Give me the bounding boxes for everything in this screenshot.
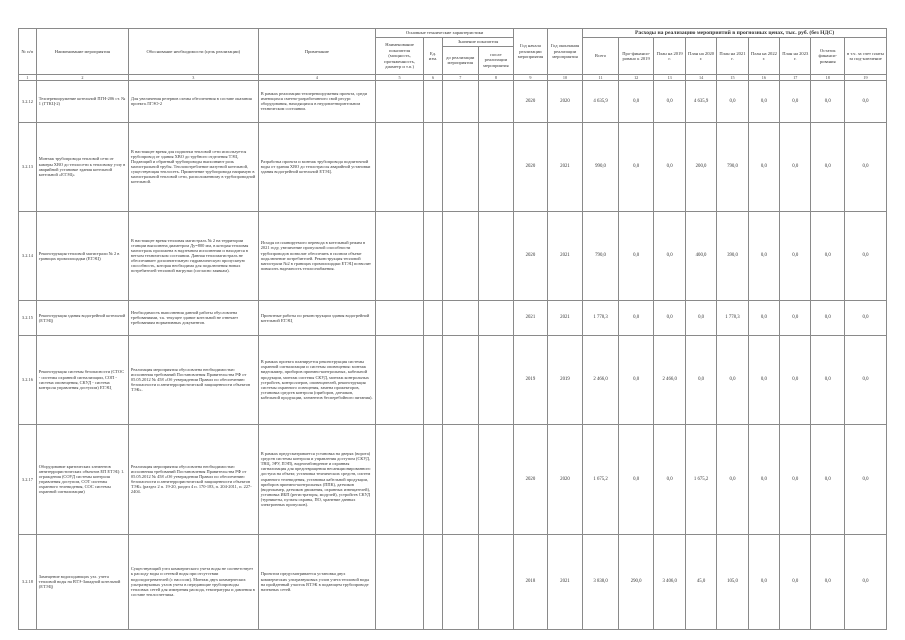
cost-connection-fee: 0,0: [844, 335, 886, 424]
note-text: В рамках реализации техперевооружения проекта, среди имеющихся сметно-разработанного свой ресурс оборудования, находящихся в неудовлетворительном техническом состоянии.: [258, 80, 375, 122]
cost-remaining: 0,0: [811, 424, 845, 534]
justification-text: Существующий узел коммерческого учета воды не соответствует к расходу воды и сетевой воды при отсутствии водоподогревателей (с насосом). Монтаж двух коммерческих ультразвуковых узлов учета в передающие трубопроводы тепловых сетей для измерения расхода, температуры и давления в составе теплосчетчика.: [128, 534, 258, 629]
cost-connection-fee: 0,0: [844, 122, 886, 211]
measure-name: Монтаж трубопровода тепловой сети от камеры ХВО до теплосети к тепловому узлу в аварийной установке здания котельной котельной «ЕТЭЦ»: [36, 122, 128, 211]
col-number: 5: [375, 74, 423, 80]
cost-remaining: 0,0: [811, 300, 845, 335]
cost-remaining: 0,0: [811, 122, 845, 211]
cost-2019: 0,0: [654, 80, 685, 122]
cost-2022: 0,0: [748, 211, 779, 300]
col-header-costs-group: Расходы на реализацию мероприятий в прогнозных ценах, тыс. руб. (без НДС): [583, 29, 887, 38]
table-row: [19, 424, 887, 534]
col-header-prefinanced: Про-финанси-ровано к 2019: [618, 38, 654, 74]
cost-total: 4 635,9: [583, 80, 619, 122]
tech-before-cell: [442, 80, 478, 122]
col-header-tech-after: после реализации мероприятия: [478, 46, 514, 74]
col-header-note: Примечание: [258, 29, 375, 75]
cost-2023: 0,0: [780, 80, 811, 122]
row-number: 3.2.18: [19, 534, 37, 629]
col-number: 8: [478, 74, 514, 80]
col-number: 13: [654, 74, 685, 80]
year-start: 2020: [514, 80, 548, 122]
col-header-total: Всего: [583, 38, 619, 74]
cost-2022: 0,0: [748, 300, 779, 335]
col-number: 7: [442, 74, 478, 80]
cost-2022: 0,0: [748, 335, 779, 424]
cost-2022: 0,0: [748, 424, 779, 534]
col-header-tech-group: Основные технические характеристики: [375, 29, 513, 38]
measure-name: Замещение водоподающих узл. учета тепловой воды на ВТЭ-Западной котельной (ЕТЭЦ): [36, 534, 128, 629]
tech-unit-cell: [424, 300, 443, 335]
tech-name-cell: [375, 122, 423, 211]
tech-name-cell: [375, 80, 423, 122]
cost-2020: 4 635,9: [685, 80, 716, 122]
cost-connection-fee: 0,0: [844, 80, 886, 122]
col-header-tech-before: до реализации мероприятия: [442, 46, 478, 74]
note-text: В рамках проекта планируется реконструкция системы охранной сигнализации и системы оповещения: монтаж видеокамер, приборов приемно-контрольных, кабельной продукции, монтаж системы СКУД, монтаж контрольных устройств, контроллеров, оповещателей, реконструкция системы охранного освещения, замена прожекторов, установка средств контроля (приборов, датчиков, кабельной продукции, элементов бесперебойного питания).: [258, 335, 375, 424]
col-number: 14: [685, 74, 716, 80]
cost-2019: 0,0: [654, 211, 685, 300]
tech-before-cell: [442, 211, 478, 300]
year-start: 2019: [514, 335, 548, 424]
measures-body: [19, 80, 887, 629]
measure-name: Реконструкция системы безопасности (СТОС - системы охранной сигнализации, СОП - система оповещения, СКУД - система контроля управления доступом) ЕТЭЦ: [36, 335, 128, 424]
cost-total: 3 838,0: [583, 534, 619, 629]
cost-2021: 105,0: [717, 534, 748, 629]
cost-2019: 0,0: [654, 122, 685, 211]
col-number: 15: [717, 74, 748, 80]
cost-total: 1 778,3: [583, 300, 619, 335]
col-header-plan-2021: План на 2021 г.: [717, 38, 748, 74]
col-header-year-end: Год окончания реализации мероприятия: [547, 29, 583, 75]
tech-before-cell: [442, 534, 478, 629]
col-header-name: Наименование мероприятия: [36, 29, 128, 75]
tech-unit-cell: [424, 122, 443, 211]
col-number: 9: [514, 74, 548, 80]
cost-2020: 200,0: [685, 122, 716, 211]
note-text: Разработка проекта и монтаж трубопровода подпиточной воды от здания ХВО до теплотрассы аварийной установки здания водогрейной котельной ЕТЭЦ.: [258, 122, 375, 211]
justification-text: Для увеличения резервов схемы обеспечения в составе оказания проекта ЛГЭО-2: [128, 80, 258, 122]
col-number: 10: [547, 74, 583, 80]
row-number: 3.2.14: [19, 211, 37, 300]
tech-after-cell: [478, 335, 514, 424]
cost-prefinanced: 0,0: [618, 122, 654, 211]
justification-text: Необходимость выполнения данной работы обусловлена требованиями, т.к. текущее здание котельной не отвечает требованиям нормативных документов.: [128, 300, 258, 335]
cost-connection-fee: 0,0: [844, 424, 886, 534]
measure-name: Реконструкция тепловой магистрали № 2 в границах промплощадки (ЕТЭЦ): [36, 211, 128, 300]
tech-after-cell: [478, 424, 514, 534]
cost-2019: 0,0: [654, 300, 685, 335]
col-header-tech-unit: Ед. изм.: [424, 38, 443, 74]
tech-before-cell: [442, 424, 478, 534]
cost-2021: 0,0: [717, 424, 748, 534]
col-number: 18: [811, 74, 845, 80]
measures-table: [18, 28, 887, 630]
year-start: 2020: [514, 424, 548, 534]
justification-text: В настоящее время тепловая магистраль № 2 на территории станции выполнена диаметром Ду=800 мм, в которая тепловая магистраль проложена в надземном исполнении и находится в ветхом техническом состоянии. Данная тепломагистраль не обеспечивает дополнительную гидравлическую пропускную способность, которая необходима для подключения новых потребителей тепловой нагрузки (согласно заявкам).: [128, 211, 258, 300]
cost-total: 790,0: [583, 211, 619, 300]
cost-remaining: 0,0: [811, 335, 845, 424]
year-end: 2021: [547, 211, 583, 300]
tech-after-cell: [478, 122, 514, 211]
note-text: Проектом предусматривается установка двух коммерческих ультразвуковых узлов учета тепловой воды на пройденный участок ВТЭК в подающем трубопроводе наземных сетей.: [258, 534, 375, 629]
cost-2020: 400,0: [685, 211, 716, 300]
cost-2023: 0,0: [780, 534, 811, 629]
measure-name: Реконструкция здания водогрейной котельной (ЕТЭЦ): [36, 300, 128, 335]
col-number: 4: [258, 74, 375, 80]
cost-prefinanced: 0,0: [618, 80, 654, 122]
col-number: 16: [748, 74, 779, 80]
cost-2023: 0,0: [780, 300, 811, 335]
table-row: [19, 335, 887, 424]
year-start: 2020: [514, 211, 548, 300]
cost-prefinanced: 0,0: [618, 335, 654, 424]
col-header-plan-2023: План на 2023 г.: [780, 38, 811, 74]
table-row: [19, 211, 887, 300]
cost-remaining: 0,0: [811, 80, 845, 122]
cost-2022: 0,0: [748, 534, 779, 629]
row-number: 3.2.13: [19, 122, 37, 211]
cost-prefinanced: 0,0: [618, 211, 654, 300]
col-header-remaining: Остаток финанси-рования: [811, 38, 845, 74]
cost-2021: 790,0: [717, 122, 748, 211]
col-number: 3: [128, 74, 258, 80]
cost-prefinanced: 0,0: [618, 424, 654, 534]
row-number: 3.2.12: [19, 80, 37, 122]
cost-remaining: 0,0: [811, 211, 845, 300]
col-header-tech-name: Наименование показателя (мощность, протяженность, диаметр и т.п.): [375, 38, 423, 74]
tech-before-cell: [442, 122, 478, 211]
year-end: 2019: [547, 335, 583, 424]
col-header-plan-2020: План на 2020 г.: [685, 38, 716, 74]
measure-name: Оборудование критических элементов антитеррористических объектов ЕП ЕТЭЦ: 1. ограждения (СОУД системы контроля управления доступом, СОТ системы охранного телевидения, СОС системы охранной сигнализации): [36, 424, 128, 534]
cost-2023: 0,0: [780, 424, 811, 534]
cost-2021: 1 778,3: [717, 300, 748, 335]
year-start: 2020: [514, 122, 548, 211]
col-number: 19: [844, 74, 886, 80]
cost-total: 990,0: [583, 122, 619, 211]
col-header-no: № п/п: [19, 29, 37, 75]
tech-unit-cell: [424, 80, 443, 122]
cost-2020: 1 675,2: [685, 424, 716, 534]
justification-text: Реализация мероприятия обусловлена необходимостью исполнения требований Постановления Правительства РФ от 05.05.2012 № 458 «Об утверждении Правил по обеспечению безопасности и антитеррористической защищенности объектов ТЭК».: [128, 335, 258, 424]
tech-after-cell: [478, 80, 514, 122]
tech-name-cell: [375, 300, 423, 335]
row-number: 3.2.15: [19, 300, 37, 335]
table-row: [19, 80, 887, 122]
measure-name: Техперевооружение котельной ПГН-206 ст. № 1 (ГТКЦ-2): [36, 80, 128, 122]
cost-connection-fee: 0,0: [844, 300, 886, 335]
table-row: [19, 534, 887, 629]
col-number: 6: [424, 74, 443, 80]
tech-after-cell: [478, 211, 514, 300]
cost-2023: 0,0: [780, 211, 811, 300]
col-header-plan-2022: План на 2022 г.: [748, 38, 779, 74]
year-end: 2021: [547, 534, 583, 629]
tech-name-cell: [375, 424, 423, 534]
col-number: 1: [19, 74, 37, 80]
col-number: 2: [36, 74, 128, 80]
cost-2021: 0,0: [717, 80, 748, 122]
tech-unit-cell: [424, 211, 443, 300]
cost-2019: 0,0: [654, 424, 685, 534]
row-number: 3.2.16: [19, 335, 37, 424]
tech-after-cell: [478, 300, 514, 335]
cost-prefinanced: 290,0: [618, 534, 654, 629]
cost-2019: 2 466,0: [654, 335, 685, 424]
year-end: 2020: [547, 80, 583, 122]
col-number: 17: [780, 74, 811, 80]
col-header-tech-values: Значение показателя: [442, 38, 513, 46]
cost-2023: 0,0: [780, 335, 811, 424]
year-end: 2020: [547, 424, 583, 534]
cost-2020: 0,0: [685, 335, 716, 424]
year-end: 2021: [547, 300, 583, 335]
cost-2022: 0,0: [748, 80, 779, 122]
cost-remaining: 0,0: [811, 534, 845, 629]
row-number: 3.2.17: [19, 424, 37, 534]
investment-program-table-sheet: [18, 28, 887, 630]
cost-2021: 390,0: [717, 211, 748, 300]
justification-text: В настоящее время для подпитки тепловой сети используется трубопровод от здания ХВО до трубного отделения ТЭЦ. Подающий и обратный трубопроводы выполняют роль магистральной трубы. Теплопотребление мазутной котельной, существующая теплосеть. Применение трубопровода напрямую в магистральной тепловой сети, расположенному в трубопроводной котельной.: [128, 122, 258, 211]
table-row: [19, 300, 887, 335]
cost-2021: 0,0: [717, 335, 748, 424]
col-number: 12: [618, 74, 654, 80]
cost-total: 1 675,2: [583, 424, 619, 534]
col-number: 11: [583, 74, 619, 80]
note-text: В рамках предусматривается установка на дверях (ворота) средств системы контроля и управления доступом (СКУД, ТВЦ, ЭРУ, ПЭП), видеонаблюдение и охранная сигнализация для предотвращения несанкционированного доступа на объект, установка технических средств, систем охранного телевидения, установка кабельной продукции, приборов приемно-контрольных (ППК), датчиков (видеокамер, датчиков движения, охранных извещателей), установка ИБП (регистраторы, модулей), устройств СКУД (турникеты, пульты охраны, ПО, хранение данных электронных пропусков).: [258, 424, 375, 534]
year-start: 2018: [514, 534, 548, 629]
cost-prefinanced: 0,0: [618, 300, 654, 335]
tech-before-cell: [442, 335, 478, 424]
note-text: Исходя из планируемого перевода в котельный режим в 2021 году, увеличение пропускной способности трубопроводов позволит обеспечить в полном объеме подключение потребителей. Реконструкция тепловой магистрали №2 в границах промплощадки ЕТЭЦ позволит повысить надежность теплоснабжения.: [258, 211, 375, 300]
note-text: Проектные работы по реконструкции здания водогрейной котельной ЕТЭЦ: [258, 300, 375, 335]
cost-total: 2 466,0: [583, 335, 619, 424]
tech-unit-cell: [424, 335, 443, 424]
cost-2020: 0,0: [685, 300, 716, 335]
tech-unit-cell: [424, 424, 443, 534]
cost-2020: 45,0: [685, 534, 716, 629]
year-end: 2021: [547, 122, 583, 211]
tech-name-cell: [375, 335, 423, 424]
table-row: [19, 122, 887, 211]
cost-connection-fee: 0,0: [844, 211, 886, 300]
col-header-incl-fee: в т.ч. за счет платы за под-ключение: [844, 38, 886, 74]
cost-2019: 3 406,0: [654, 534, 685, 629]
col-header-plan-2019: План на 2019 г.: [654, 38, 685, 74]
year-start: 2021: [514, 300, 548, 335]
tech-name-cell: [375, 211, 423, 300]
tech-name-cell: [375, 534, 423, 629]
tech-unit-cell: [424, 534, 443, 629]
cost-connection-fee: 0,0: [844, 534, 886, 629]
cost-2023: 0,0: [780, 122, 811, 211]
col-header-year-start: Год начала реализации мероприятия: [514, 29, 548, 75]
tech-after-cell: [478, 534, 514, 629]
tech-before-cell: [442, 300, 478, 335]
col-header-justification: Обоснование необходимости (цель реализации): [128, 29, 258, 75]
cost-2022: 0,0: [748, 122, 779, 211]
justification-text: Реализация мероприятия обусловлена необходимостью исполнения требований Постановления Правительства РФ от 05.05.2012 № 458 «Об утверждении Правил по обеспечению безопасности и антитеррористической защищенности объектов ТЭК» (раздел 2 п. 19-20, раздел 4 п. 170-183, п. 204-2011, п. 227-2404.: [128, 424, 258, 534]
